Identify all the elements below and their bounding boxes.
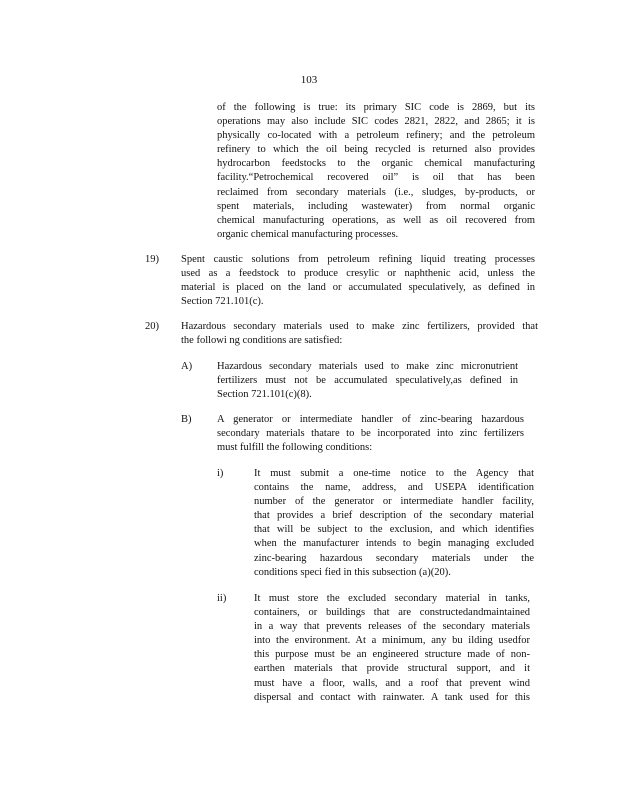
text-line: Section 721.101(c)(8). [217, 389, 312, 401]
subitem-a-marker: A) [181, 361, 193, 372]
text-line: zinc-bearing hazardous secondary materials under the [254, 552, 534, 564]
text-line: contains the name, address, and USEPA identification [254, 482, 534, 494]
text-line: containers, or buildings that are constructedandmaintained [254, 607, 530, 619]
text-line: secondary materials thatare to be incorporated into zinc fertilizers [217, 428, 524, 440]
text-line: It must submit a one-time notice to the Agency that [254, 468, 534, 479]
subitem-ii-marker: ii) [217, 593, 227, 604]
text-line: this purpose must be an engineered structure made of non- [254, 649, 530, 661]
page-number: 103 [300, 74, 318, 86]
text-line: into the environment. At a minimum, any bu ilding usedfor [254, 635, 530, 647]
text-line: when the manufacturer intends to begin managing excluded [254, 538, 534, 550]
text-line: chemical manufacturing operations, as well as oil recovered from [217, 214, 535, 226]
subitem-b-text [217, 413, 524, 455]
text-line: Section 721.101(c). [181, 296, 264, 308]
subitem-ii-text [254, 592, 530, 705]
subitem-b-marker: B) [181, 414, 192, 425]
text-line: reclaimed from secondary materials (i.e., sludges, by-products, or [217, 186, 535, 198]
item-20-marker: 20) [145, 321, 159, 332]
text-line: that provides a brief description of the secondary material [254, 510, 534, 522]
text-line: refinery to which the oil being recycled is returned also provides [217, 144, 535, 156]
text-line: Hazardous secondary materials used to make zinc micronutrient [217, 361, 518, 372]
item-19-text [181, 253, 535, 309]
text-line: of the following is true: its primary SIC code is 2869, but its [217, 102, 535, 113]
text-line: hydrocarbon feedstocks to the organic chemical manufacturing [217, 158, 535, 170]
subitem-a-text [217, 360, 518, 402]
text-line: must fulfill the following conditions: [217, 442, 373, 454]
subitem-i-marker: i) [217, 468, 224, 479]
text-line: material is placed on the land or accumulated speculatively, as defined in [181, 282, 535, 294]
subitem-i-text [254, 467, 534, 580]
text-line: used as a feedstock to produce cresylic or naphthenic acid, unless the [181, 268, 535, 280]
text-line: number of the generator or intermediate handler facility, [254, 496, 534, 508]
text-line: Hazardous secondary materials used to make zinc fertilizers, provided that [181, 321, 538, 332]
continuation-paragraph [217, 101, 535, 242]
text-line: A generator or intermediate handler of zinc-bearing hazardous [217, 414, 524, 425]
text-line: Spent caustic solutions from petroleum refining liquid treating processes [181, 254, 535, 265]
text-line: fertilizers must not be accumulated speculatively,as defined in [217, 375, 518, 387]
text-line: earthen materials that provide structural support, and it [254, 663, 530, 675]
text-line: in a way that prevents releases of the secondary materials [254, 621, 530, 633]
text-line: physically co-located with a petroleum refinery; and the petroleum [217, 130, 535, 142]
text-line: conditions speci fied in this subsection (a)(20). [254, 566, 451, 578]
text-line: must have a floor, walls, and a roof that prevent wind [254, 677, 530, 689]
text-line: organic chemical manufacturing processes. [217, 228, 399, 240]
item-19-marker: 19) [145, 254, 159, 265]
text-line: the followi ng conditions are satisfied: [181, 335, 343, 347]
text-line: dispersal and contact with rainwater. A tank used for this [254, 691, 530, 703]
text-line: that will be subject to the exclusion, and which identifies [254, 524, 534, 536]
item-20-text [181, 320, 538, 348]
text-line: It must store the excluded secondary material in tanks, [254, 593, 530, 604]
text-line: facility.“Petrochemical recovered oil” is oil that has been [217, 172, 535, 184]
text-line: operations may also include SIC codes 2821, 2822, and 2865; it is [217, 116, 535, 128]
text-line: spent materials, including wastewater) from normal organic [217, 200, 535, 212]
